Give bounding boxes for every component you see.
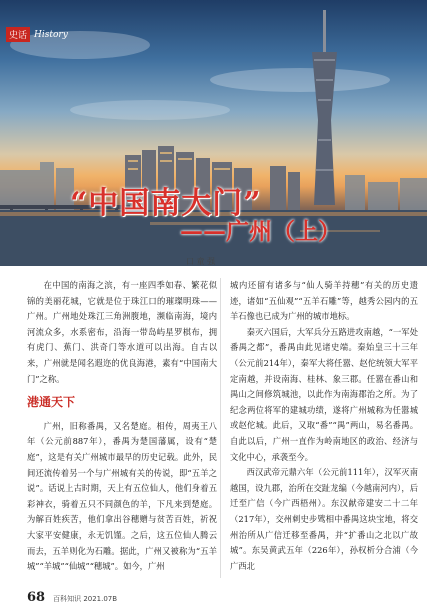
body-paragraph: 西汉武帝元鼎六年（公元前111年），汉军灭南越国，设九郡，治所在交趾龙编（今越南河内），后迁至广信（今广西梧州）。东汉献帝建安二十二年（217年），交州刺史步骘相中番禺这块宝地，将交州治所从广信迁移至番禺，并“扩番山之北以广故城”。东吴黄武五年（226年），孙权析分合浦（今广西北 <box>230 467 418 571</box>
section-tag-cn: 史话 <box>6 27 30 42</box>
article-subtitle: ——广州（上） <box>180 218 341 245</box>
section-tag-en: History <box>34 29 68 40</box>
section-tag <box>6 27 68 42</box>
body-paragraph-continued: 城内还留有诸多与“仙人骑羊持穗”有关的历史遗迹，诸如“五仙观”“五羊石雕”等，越秀公园内的五羊石像也已成为广州的城市地标。 <box>230 280 418 322</box>
column-divider <box>220 278 221 578</box>
article-title: “中国南大门” <box>70 186 262 221</box>
left-column <box>27 278 217 575</box>
journal-name: 百科知识 2021.07B <box>53 595 118 603</box>
canton-tower <box>312 10 337 205</box>
section-heading: 港通天下 <box>27 395 76 410</box>
body-paragraph: 广州，旧称番禺，又名楚庭。相传，周夷王八年（公元前887年），番禺为楚国藩属，设有“楚庭”，这是有关广州城市最早的历史记载。此外，民间还流传着另一个与广州城有关的传说，即“五羊之说”。话说上古时期，天上有五位仙人，他们身着五彩神衣，骑着五只不同颜色的羊，下凡来到楚庭。为解百姓疾苦，他们拿出谷穗赠与贫苦百姓，祈祝大家平安健康，永无饥馑。之后，这五位仙人腾云而去，五羊则化为石雕。据此，广州又被称为“五羊城”“羊城”“仙城”“穗城”。如今，广州 <box>27 420 217 572</box>
author-byline: 口 童 强 <box>186 257 216 266</box>
body-paragraph: 秦灭六国后，大军兵分五路进攻南越，“一军处番禺之都”，番禺由此见诸史端。秦始皇三十三年（公元前214年），秦军大将任嚣、赵佗统领大军平定南越，并设南海、桂林、象三郡。任嚣在番山和禺山之间修筑城池，以此作为南海郡治之所。为了纪念两位将军的建城功绩，遂将广州城称为任嚣城或赵佗城。此后，又取“番”“禺”两山，易名番禺。自此以后，广州一直作为岭南地区的政治、经济与文化中心，承袭至今。 <box>230 326 418 462</box>
page-number: 68 <box>27 590 46 605</box>
right-column <box>230 278 418 574</box>
page-footer <box>27 590 117 605</box>
intro-paragraph: 在中国的南海之滨，有一座四季如春、繁花似锦的美丽花城，它就是位于珠江口的璀璨明珠——广州。广州地处珠江三角洲腹地，濒临南海，境内河流众多，水系密布，沿海一带岛屿星罗棋布，拥有虎门、蕉门、洪奇门等水道可以出海。自古以来，广州就是闻名遐迩的优良海港，素有“中国南大门”之称。 <box>27 280 217 384</box>
